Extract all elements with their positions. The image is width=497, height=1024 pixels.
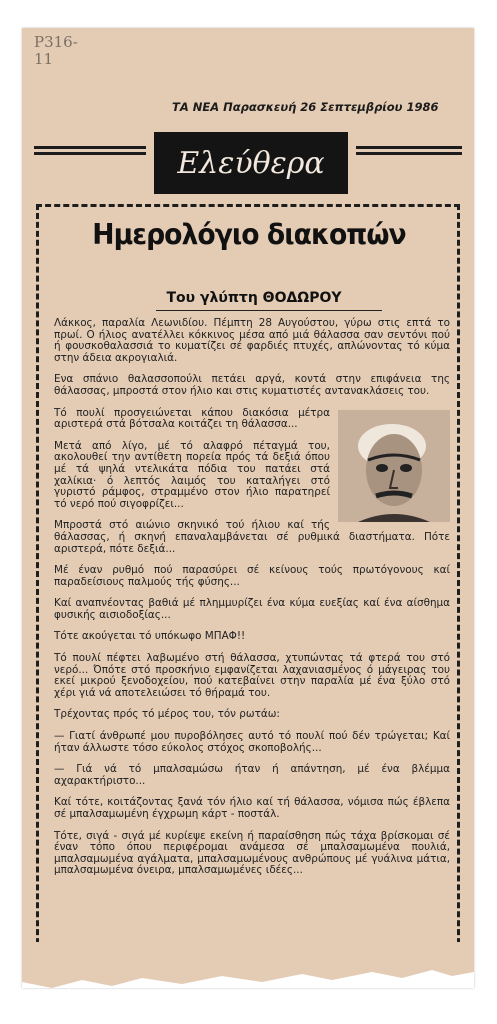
paragraph-13: Καί τότε, κοιτάζοντας ξανά τόν ήλιο καί τή θάλασσα, νόμισα πώς έβλεπα σέ μπαλσαμωμένη έγχρωμη κάρτ - ποστάλ. (54, 796, 450, 820)
left-rules (34, 146, 146, 149)
right-rules (356, 146, 462, 149)
column-title-box (154, 132, 348, 194)
paragraph-10: Τρέχοντας πρός τό μέρος του, τόν ρωτάω: (54, 708, 280, 721)
torn-edge (22, 942, 474, 988)
article-body (54, 318, 450, 887)
newspaper-clipping (22, 28, 474, 988)
paragraph-12: — Γιά νά τό μπαλσαμώσω ήταν ή απάντηση, μέ ένα βλέμμα αχαρακτήριστο... (54, 763, 450, 787)
pencil-note-line-1: Ρ316- (34, 33, 78, 51)
paragraph-14: Τότε, σιγά - σιγά μέ κυρίεψε εκείνη ή παραίσθηση πώς τάχα βρίσκομαι σέ έναν τόπο όπου περιφέρομαι ανάμεσα σέ μπαλσαμωμένα πουλιά, μπαλσαμωμένα αγάλματα, μπαλσαμωμένους ανθρώπους μέ γυάλινα μάτια, μπαλσαμωμένα όνειρα, μπαλσαμωμένες ιδέες... (54, 829, 450, 877)
headline: Ημερολόγιο διακοπών (92, 218, 406, 251)
pencil-note (34, 34, 78, 68)
paragraph-7: Καί αναπνέοντας βαθιά μέ πλημμυρίζει ένα κύμα ευεξίας καί ένα αίσθημα φυσικής αισιοδοξίας... (54, 597, 450, 621)
pencil-note-line-2: 11 (34, 50, 54, 68)
paragraph-5: Μπροστά στό αιώνιο σκηνικό τού ήλιου καί τής θάλασσας, ή σκηνή επαναλαμβάνεται σέ ρυθμικά διαστήματα. Πότε αριστερά, πότε δεξιά... (54, 519, 450, 555)
paragraph-4: Μετά από λίγο, μέ τό αλαφρό πέταγμά του, ακολουθεί την αντίθετη πορεία πρός τά δεξιά όπου μέ τά ψηλά ντελικάτα πόδια του πατάει στά χαλίκια· ό λεπτός λαιμός του καταλήγει στό γυριστό ράμφος, στραμμένο στον ήλιο παρατηρεί τό νερό πού σιγοφρίζει... (54, 439, 330, 510)
paragraph-9: Τό πουλί πέφτει λαβωμένο στή θάλασσα, χτυπώντας τά φτερά του στό νερό... Όπότε στό προσκήνιο εμφανίζεται λαχανιασμένος ό μάγειρας του εκεί μικρού ξενοδοχείου, πού κατεβαίνει στην παραλία μέ ένα ξύλο στό χέρι γιά νά αποτελειώσει τό θήραμά του. (54, 652, 450, 699)
paragraph-2: Ενα σπάνιο θαλασσοπούλι πετάει αργά, κοντά στην επιφάνεια της θάλασσας, μπροστά στον ήλιο και στις κυματιστές αντανακλάσεις του. (54, 373, 450, 397)
paragraph-6: Μέ έναν ρυθμό πού παρασύρει σέ κείνους τούς πρωτόγονους καί παραδείσιους παλμούς τής φύσης... (54, 564, 450, 588)
paragraph-11: — Γιατί άνθρωπέ μου πυροβόλησες αυτό τό πουλί πού δέν τρώγεται; Καί ήταν άλλωστε τόσο εύκολος στόχος σκοποβολής... (54, 730, 450, 754)
paragraph-8: Τότε ακούγεται τό υπόκωφο ΜΠΑΦ!! (54, 630, 246, 643)
paragraph-3: Τό πουλί προσγειώνεται κάπου διακόσια μέτρα αριστερά στά βότσαλα κοιτάζει τη θάλασσα... (54, 406, 330, 431)
paragraph-1: Λάκκος, παραλία Λεωνιδίου. Πέμπτη 28 Αυγούστου, γύρω στις επτά το πρωί. Ο ήλιος ανατέλλει κόκκινος μέσα από μιά θάλασσα σαν σεντόνι πού ή φουσκοθαλασσιά το κυματίζει σέ φαρδιές πτυχές, απλώνοντας τό κύμα στην άδεια ακρογιαλιά. (54, 317, 450, 364)
masthead: ΤΑ ΝΕΑ Παρασκευή 26 Σεπτεμβρίου 1986 (172, 100, 439, 114)
column-title: Ελεύθερα (177, 145, 325, 181)
byline: Του γλύπτη ΘΟΔΩΡΟΥ (166, 290, 342, 306)
byline-underline (156, 310, 382, 311)
author-portrait (338, 410, 450, 522)
